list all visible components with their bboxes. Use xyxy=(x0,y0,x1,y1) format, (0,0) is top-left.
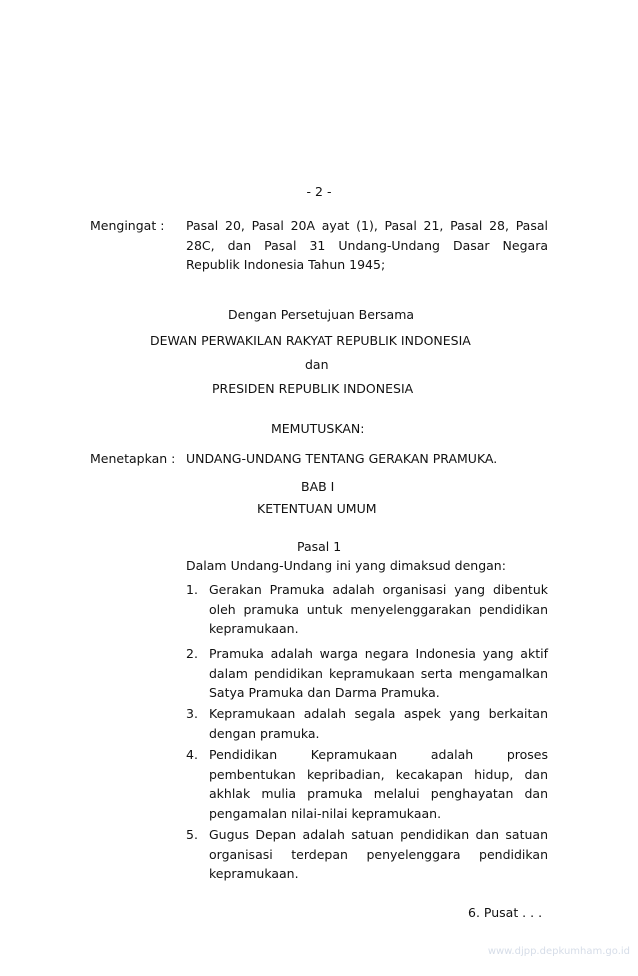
bab-number: BAB I xyxy=(301,479,335,494)
dpr-heading: DEWAN PERWAKILAN RAKYAT REPUBLIK INDONESIA xyxy=(150,333,471,348)
list-item-number: 5. xyxy=(186,827,198,842)
list-item: Pendidikan Kepramukaan adalah proses pembentukan kepribadian, kecakapan hidup, dan akhlak mulia pramuka melalui penghayatan dan pengamalan nilai-nilai kepramukaan. xyxy=(209,747,548,821)
menetapkan-label: Menetapkan : xyxy=(90,451,176,466)
list-item-number: 4. xyxy=(186,747,198,762)
page-number: - 2 - xyxy=(306,184,332,199)
watermark: www.djpp.depkumham.go.id xyxy=(487,946,630,957)
pasal-title: Pasal 1 xyxy=(297,539,342,554)
mengingat-text: Pasal 20, Pasal 20A ayat (1), Pasal 21, Pasal 28, Pasal 28C, dan Pasal 31 Undang-Undang Dasar Negara Republik Indonesia Tahun 1945; xyxy=(186,218,548,272)
memutuskan-heading: MEMUTUSKAN: xyxy=(271,421,365,436)
list-item: Pramuka adalah warga negara Indonesia yang aktif dalam pendidikan kepramukaan serta mengamalkan Satya Pramuka dan Darma Pramuka. xyxy=(209,646,548,700)
menetapkan-text: UNDANG-UNDANG TENTANG GERAKAN PRAMUKA. xyxy=(186,451,498,466)
pasal-intro: Dalam Undang-Undang ini yang dimaksud dengan: xyxy=(186,558,506,573)
presiden-heading: PRESIDEN REPUBLIK INDONESIA xyxy=(212,381,414,396)
list-item: Gugus Depan adalah satuan pendidikan dan satuan organisasi terdepan penyelenggara pendidikan kepramukaan. xyxy=(209,827,548,881)
dan-text: dan xyxy=(305,357,329,372)
persetujuan-text: Dengan Persetujuan Bersama xyxy=(228,307,415,322)
list-item-number: 2. xyxy=(186,646,198,661)
list-item-number: 3. xyxy=(186,706,198,721)
continuation-text: 6. Pusat . . . xyxy=(468,905,543,920)
mengingat-label: Mengingat : xyxy=(90,218,165,233)
list-item-number: 1. xyxy=(186,582,198,597)
list-item: Kepramukaan adalah segala aspek yang berkaitan dengan pramuka. xyxy=(209,706,548,741)
bab-title: KETENTUAN UMUM xyxy=(257,501,377,516)
list-item: Gerakan Pramuka adalah organisasi yang dibentuk oleh pramuka untuk menyelenggarakan pendidikan kepramukaan. xyxy=(209,582,548,636)
